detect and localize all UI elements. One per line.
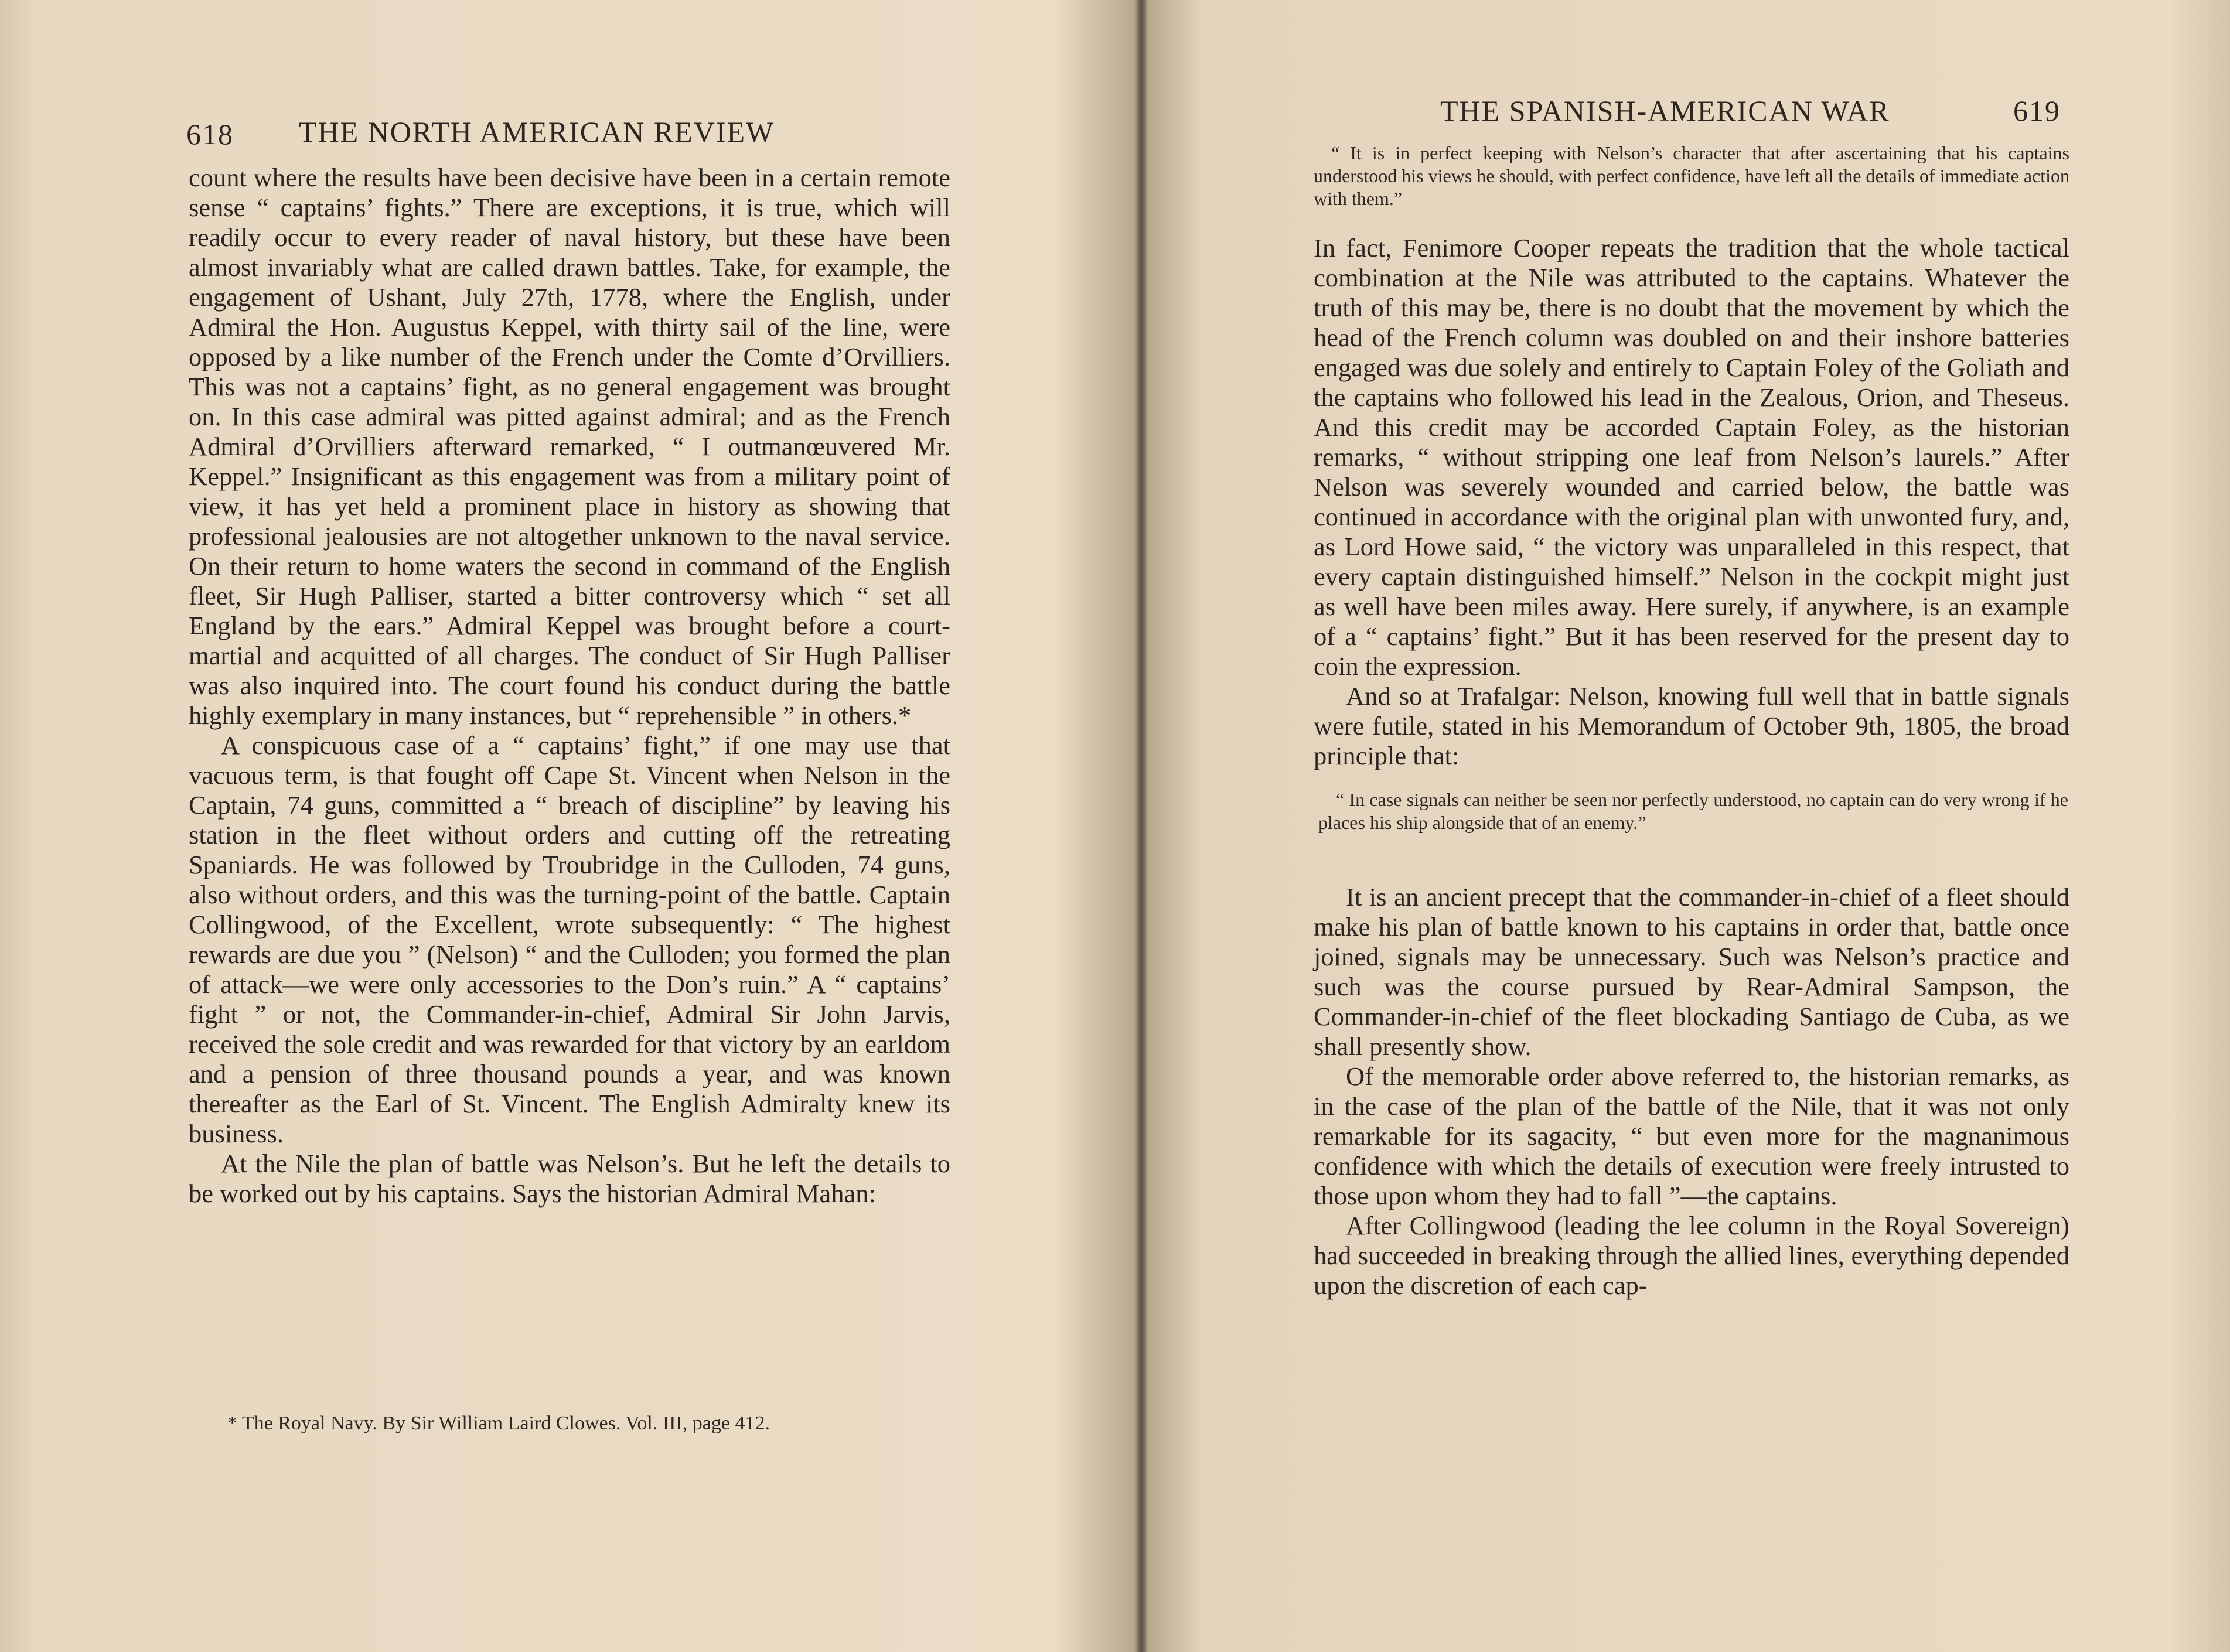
paragraph: Of the memorable order above referred to, the historian remarks, as in the case of the plan of the battle of the Nile, that it was not only remarkable for its sagacity, “ but even more for the magnanimous confidence with which the details of execution were freely intrusted to those upon whom they had to fall ”—the captains. [1314, 1061, 2069, 1210]
block-quote: “ In case signals can neither be seen nor perfectly understood, no captain can do very wrong if he places his ship alongside that of an enemy.” [1318, 789, 2068, 833]
footnote: * The Royal Navy. By Sir William Laird Clowes. Vol. III, page 412. [227, 1412, 770, 1434]
running-title-right: THE SPANISH-AMERICAN WAR [1440, 94, 1890, 127]
paragraph: In fact, Fenimore Cooper repeats the tradition that the whole tactical combination at the Nile was attributed to the captains. Whatever the truth of this may be, there is no doubt that the movement by which the head of the French column was doubled on and their inshore batteries engaged was due solely and entirely to Captain Foley of the Goliath and the captains who followed his lead in the Zealous, Orion, and Theseus. And this credit may be accorded Captain Foley, as the historian remarks, “ without stripping one leaf from Nelson’s laurels.” After Nelson was severely wounded and carried below, the battle was continued in accordance with the original plan with unwonted fury, and, as Lord Howe said, “ the victory was unparalleled in this respect, that every captain distinguished himself.” Nelson in the cockpit might just as well have been miles away. Here surely, if anywhere, is an example of a “ captains’ fight.” But it has been reserved for the present day to coin the expression. [1314, 233, 2069, 681]
left-body-text [189, 163, 950, 1209]
page-number-left: 618 [186, 118, 234, 151]
page-number-right: 619 [2013, 94, 2061, 127]
paragraph: A conspicuous case of a “ captains’ fight,” if one may use that vacuous term, is that fought off Cape St. Vincent when Nelson in the Captain, 74 guns, committed a “ breach of discipline” by leaving his station in the fleet without orders and cutting off the retreating Spaniards. He was followed by Troubridge in the Culloden, 74 guns, also without orders, and this was the turning-point of the battle. Captain Collingwood, of the Excellent, wrote subsequently: “ The highest rewards are due you ” (Nelson) “ and the Culloden; you formed the plan of attack—we were only accessories to the Don’s ruin.” A “ captains’ fight ” or not, the Commander-in-chief, Admiral Sir John Jarvis, received the sole credit and was rewarded for that victory by an earldom and a pension of three thousand pounds a year, and was known thereafter as the Earl of St. Vincent. The English Admiralty knew its business. [189, 731, 950, 1148]
paragraph: At the Nile the plan of battle was Nelson’s. But he left the details to be worked out by his captains. Says the historian Admiral Mahan: [189, 1149, 950, 1208]
book-gutter [1137, 0, 1146, 1652]
paragraph: After Collingwood (leading the lee column in the Royal Sovereign) had succeeded in breaking through the allied lines, everything depended upon the discretion of each cap- [1314, 1211, 2069, 1300]
right-body-text [1314, 233, 2069, 1301]
paragraph: It is an ancient precept that the commander-in-chief of a fleet should make his plan of battle known to his captains in order that, battle once joined, signals may be unnecessary. Such was Nelson’s practice and such was the course pursued by Rear-Admiral Sampson, the Commander-in-chief of the fleet blockading Santiago de Cuba, as we shall presently show. [1314, 882, 2069, 1061]
paragraph: count where the results have been decisive have been in a certain remote sense “ captains’ fights.” There are exceptions, it is true, which will readily occur to every reader of naval history, but these have been almost invariably what are called drawn battles. Take, for example, the engagement of Ushant, July 27th, 1778, where the English, under Admiral the Hon. Augustus Keppel, with thirty sail of the line, were opposed by a like number of the French under the Comte d’Orvilliers. This was not a captains’ fight, as no general engagement was brought on. In this case admiral was pitted against admiral; and as the French Admiral d’Orvilliers afterward remarked, “ I outmanœuvered Mr. Keppel.” Insignificant as this engagement was from a military point of view, it has yet held a prominent place in history as showing that professional jealousies are not altogether unknown to the naval service. On their return to home waters the second in command of the English fleet, Sir Hugh Palliser, started a bitter controversy which “ set all England by the ears.” Admiral Keppel was brought before a court-martial and acquitted of all charges. The conduct of Sir Hugh Palliser was also inquired into. The court found his conduct during the battle highly exemplary in many instances, but “ reprehensible ” in others.* [189, 163, 950, 730]
paragraph: And so at Trafalgar: Nelson, knowing full well that in battle signals were futile, stated in his Memorandum of October 9th, 1805, the broad principle that: [1314, 681, 2069, 770]
running-title-left: THE NORTH AMERICAN REVIEW [299, 115, 775, 148]
block-quote: “ It is in perfect keeping with Nelson’s character that after ascertaining that his captains understood his views he should, with perfect confidence, have left all the details of immediate action with them.” [1314, 142, 2069, 209]
